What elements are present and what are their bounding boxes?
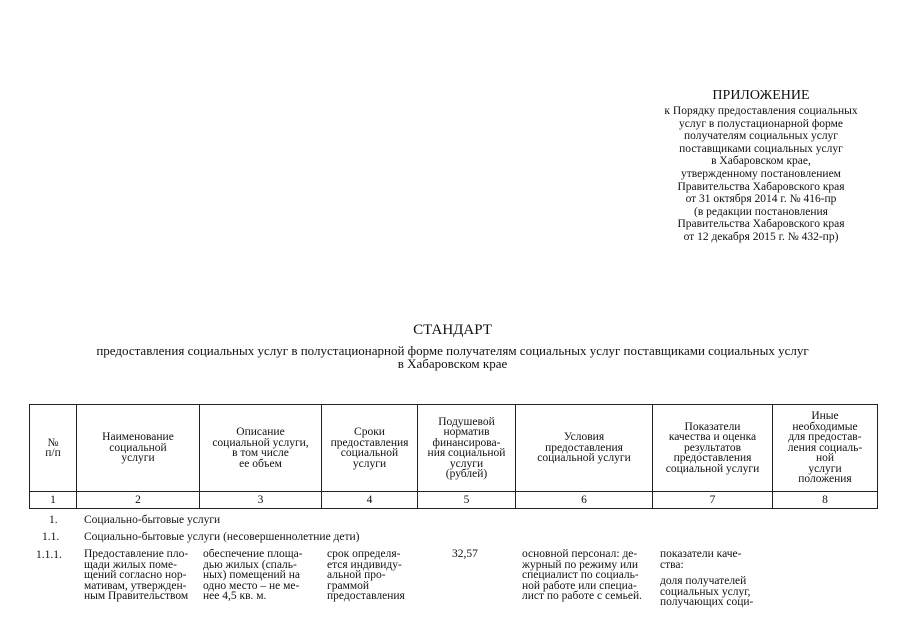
header-cell-conditions: Условия предоставления социальной услуги bbox=[516, 405, 653, 492]
table-header-row bbox=[30, 405, 878, 492]
header-cell-quality: Показатели качества и оценка результатов предоставления социальной услуги bbox=[653, 405, 773, 492]
item-quality: показатели каче- ства: доля получателей социальных услуг, получающих соци- bbox=[660, 549, 754, 608]
appendix-heading: ПРИЛОЖЕНИЕ bbox=[712, 88, 810, 103]
item-number: 1.1.1. bbox=[36, 549, 62, 561]
appendix-line: в Хабаровском крае, bbox=[711, 155, 811, 168]
column-number: 8 bbox=[773, 492, 878, 509]
section-label: Социально-бытовые услуги bbox=[84, 514, 221, 526]
appendix-line: услуг в полустационарной форме bbox=[678, 117, 843, 130]
header-cell-number: № п/п bbox=[30, 405, 77, 492]
header-cell-norm: Подушевой норматив финансирова- ния социальной услуги (рублей) bbox=[418, 405, 516, 492]
appendix-line: Правительства Хабаровского края bbox=[677, 180, 845, 193]
column-number: 5 bbox=[418, 492, 516, 509]
appendix-line: к Порядку предоставления социальных bbox=[664, 105, 858, 117]
section-label: Социально-бытовые услуги (несовершеннолетние дети) bbox=[84, 531, 360, 543]
item-terms: срок определя- ется индивиду- альной про- граммой предоставления bbox=[327, 549, 405, 602]
standard-table bbox=[29, 404, 878, 509]
standard-subtitle bbox=[0, 345, 905, 370]
column-number: 3 bbox=[200, 492, 322, 509]
appendix-line: получателям социальных услуг bbox=[683, 130, 839, 143]
column-number: 2 bbox=[77, 492, 200, 509]
standard-subtitle-line: в Хабаровском крае bbox=[397, 355, 508, 371]
item-conditions: основной персонал: де- журный по режиму или специалист по социаль- ной работе или специа- лист по работе с семьей. bbox=[522, 549, 642, 602]
standard-title: СТАНДАРТ bbox=[413, 322, 492, 338]
header-cell-description: Описание социальной услуги, в том числе ее объем bbox=[200, 405, 322, 492]
table-column-numbers-row bbox=[30, 492, 878, 509]
appendix-line: (в редакции постановления bbox=[694, 205, 828, 218]
header-cell-other: Иные необходимые для предостав- ления социаль- ной услуги положения bbox=[773, 405, 878, 492]
appendix-line: утвержденному постановлением bbox=[681, 167, 841, 180]
item-norm: 32,57 bbox=[452, 549, 478, 560]
header-cell-service-name: Наименование социальной услуги bbox=[77, 405, 200, 492]
section-number: 1.1. bbox=[42, 531, 60, 543]
column-number: 7 bbox=[653, 492, 773, 509]
item-service-name: Предоставление пло- щади жилых поме- щений согласно нор- мативам, утвержден- ным Правительством bbox=[84, 549, 189, 602]
standard-subtitle-line: предоставления социальных услуг в полустационарной форме получателям социальных услуг поставщиками социальных услуг bbox=[96, 343, 809, 358]
appendix-line: поставщиками социальных услуг bbox=[679, 142, 843, 155]
column-number: 4 bbox=[322, 492, 418, 509]
appendix-line: от 31 октября 2014 г. № 416-пр bbox=[685, 193, 837, 206]
item-description: обеспечение площа- дью жилых (спаль- ных) помещений на одно место – не ме- нее 4,5 кв. м. bbox=[203, 549, 303, 602]
section-number: 1. bbox=[49, 514, 58, 526]
header-cell-terms: Сроки предоставления социальной услуги bbox=[322, 405, 418, 492]
appendix-block bbox=[640, 88, 882, 244]
appendix-line: Правительства Хабаровского края bbox=[677, 218, 845, 231]
column-number: 1 bbox=[30, 492, 77, 509]
column-number: 6 bbox=[516, 492, 653, 509]
appendix-line: от 12 декабря 2015 г. № 432-пр) bbox=[683, 230, 839, 243]
